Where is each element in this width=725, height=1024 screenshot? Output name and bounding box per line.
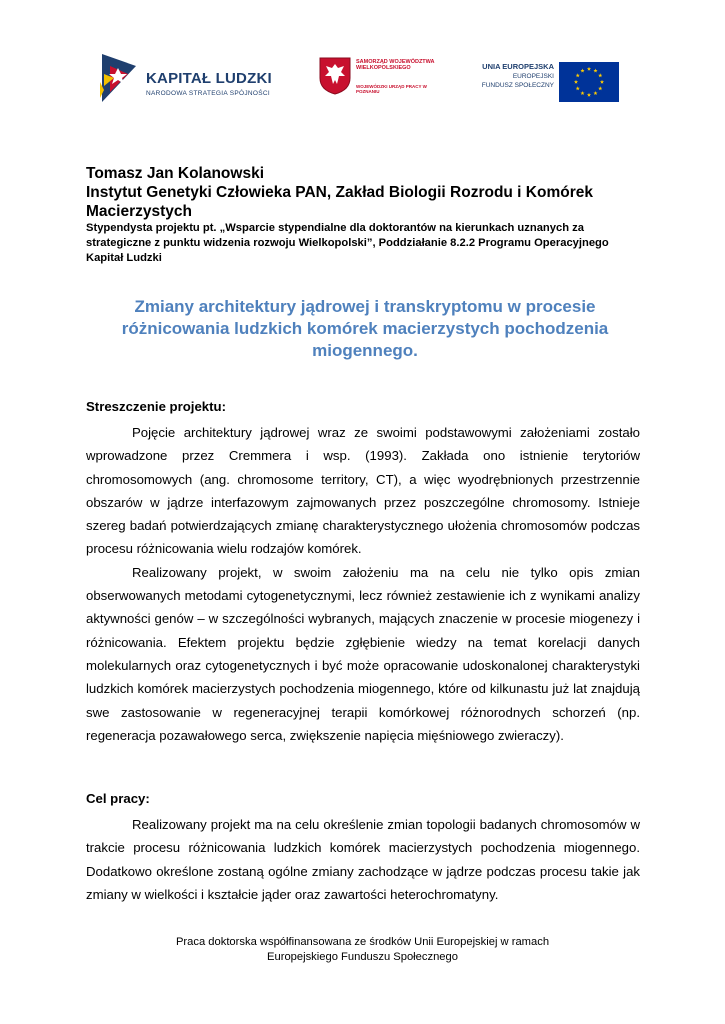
footer-line1: Praca doktorska współfinansowana ze środków Unii Europejskiej w ramach xyxy=(175,936,550,948)
eu-line1: UNIA EUROPEJSKA xyxy=(482,62,554,71)
abstract-paragraph-2: Realizowany projekt, w swoim założeniu ma na celu nie tylko opis zmian obserwowanych metodami cytogenetycznymi, lecz również zestawienie ich z wynikami analizy aktywności genów – w szczególności wybranych, mających znaczenie w procesie miogenezy i różnicowania. Efektem projektu będzie zgłębienie wiedzy na temat korelacji danych molekularnych oraz cytogenetycznych i być może opracowanie udoskonalonej charakterystyki ludzkich komórek macierzystych pochodzenia miogennego, które od kilkunastu już lat znajdują swe zastosowanie w regeneracyjnej terapii komórkowej różnorodnych schorzeń (np. regeneracja pozawałowego serca, zwiększenie napięcia mięśniowego zwieraczy). xyxy=(86,564,640,743)
abstract-paragraph-1: Pojęcie architektury jądrowej wraz ze swoimi podstawowymi założeniami zostało wprowadzone przez Cremmera i wsp. (1993). Zakłada ono istnienie terytoriów chromosomowych (ang. chromosome territory, CT), a więc wyodrębnionych przestrzennie obszarów w jądrze interfazowym zajmowanych przez poszczególne chromosomy. Istnieje szereg badań potwierdzających zmianę charakterystycznego ułożenia chromosomów podczas procesu różnicowania wielu rodzajów komórek. xyxy=(86,425,640,557)
eu-line3: FUNDUSZ SPOŁECZNY xyxy=(481,82,554,89)
goal-paragraph: Realizowany projekt ma na celu określenie zmian topologii badanych chromosomów w trakcie procesu różnicowania ludzkich komórek macierzystych pochodzenia miogennego. Dodatkowo określone zostaną ogólne zmiany zachodzące w jądrze podczas procesu takie jak zmiany w wielkości i kształcie jąder oraz zawartości heterochromatyny. xyxy=(86,817,640,902)
footer-line2: Europejskiego Funduszu Społecznego xyxy=(267,951,458,963)
eu-logo xyxy=(462,62,622,102)
author-name: Tomasz Jan Kolanowski xyxy=(86,165,265,182)
kapital-ludzki-title: KAPITAŁ LUDZKI xyxy=(146,70,272,87)
goal-heading: Cel pracy: xyxy=(86,791,150,806)
kapital-ludzki-subtitle: NARODOWA STRATEGIA SPÓJNOŚCI xyxy=(146,90,270,97)
author-institution: Instytut Genetyki Człowieka PAN, Zakład Biologii Rozrodu i Komórek Macierzystych xyxy=(86,184,593,220)
abstract-section xyxy=(86,398,640,747)
eu-flag-icon xyxy=(559,62,619,102)
wielkopolska-line1: SAMORZĄD WOJEWÓDZTWA WIELKOPOLSKIEGO xyxy=(356,59,435,71)
document-title: Zmiany architektury jądrowej i transkryptomu w procesie różnicowania ludzkich komórek macierzystych pochodzenia miogennego. xyxy=(121,297,609,360)
kapital-ludzki-emblem-icon xyxy=(96,52,142,104)
wielkopolska-line2: WOJEWÓDZKI URZĄD PRACY W POZNANIU xyxy=(356,84,427,94)
eu-line2: EUROPEJSKI xyxy=(512,73,554,80)
scholarship-info: Stypendysta projektu pt. „Wsparcie stypendialne dla doktorantów na kierunkach uznanych za strategiczne z punktu widzenia rozwoju Wielkopolski”, Poddziałanie 8.2.2 Programu Operacyjnego Kapitał Ludzki xyxy=(86,222,609,264)
page-footer xyxy=(100,935,625,965)
eagle-crest-icon xyxy=(318,56,352,96)
kapital-ludzki-logo xyxy=(96,52,296,104)
wielkopolska-logo xyxy=(318,56,438,104)
goal-section xyxy=(86,790,640,906)
abstract-heading: Streszczenie projektu: xyxy=(86,399,226,414)
author-block xyxy=(86,164,646,266)
header-logos xyxy=(0,48,725,108)
